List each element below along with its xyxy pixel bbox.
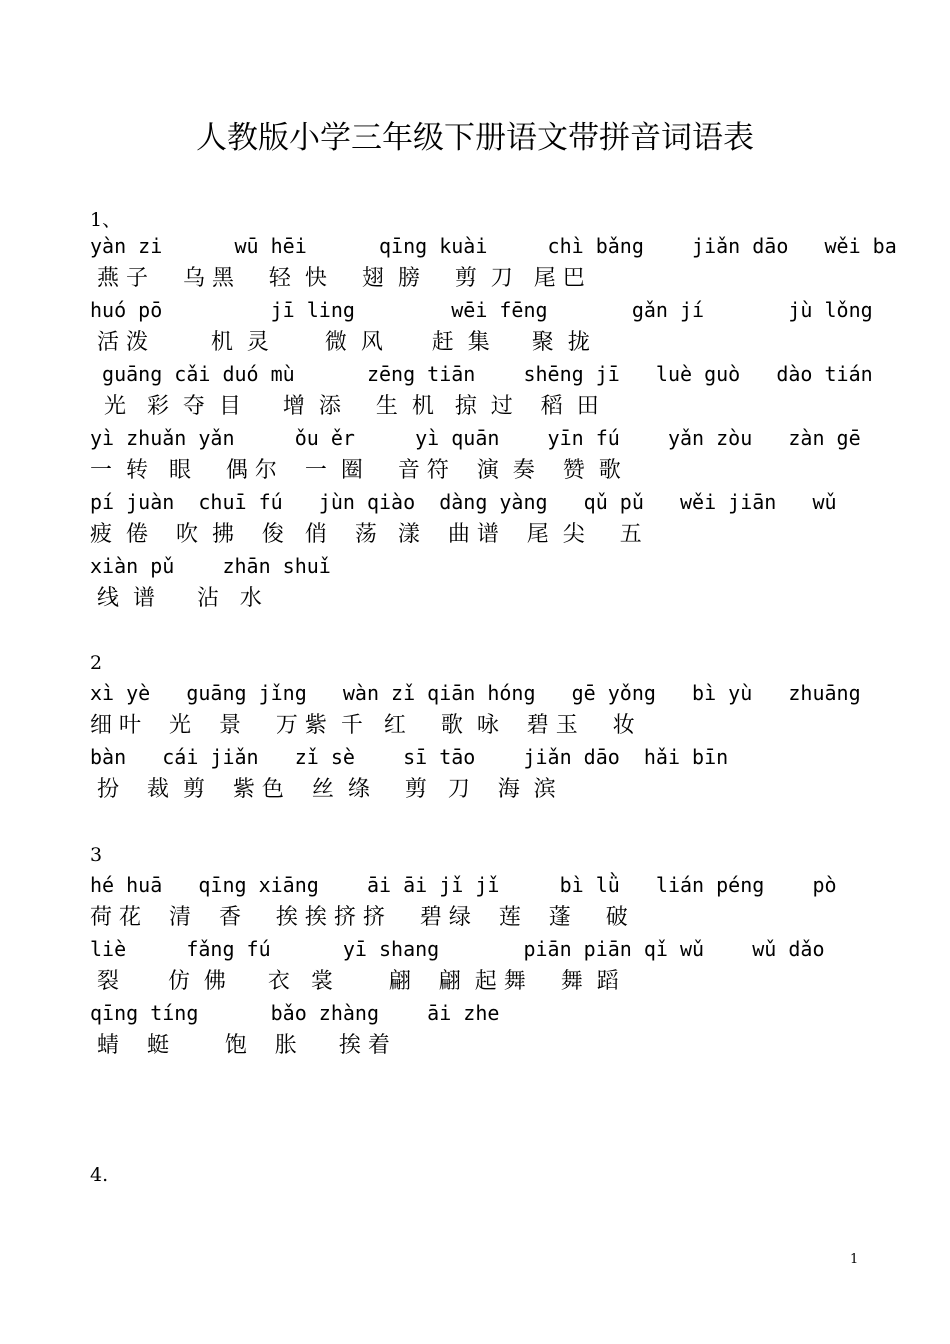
page-number: 1 [850,1252,859,1267]
section-label: 2 [90,652,103,674]
pinyin-line: xì yè guāng jǐng wàn zǐ qiān hóng gē yǒng bì yù zhuāng [90,681,861,705]
hanzi-line: 扮 裁 剪 紫 色 丝 绦 剪 刀 海 滨 [90,777,556,802]
section-label: 3 [90,844,103,866]
pinyin-line: qīng tíng bǎo zhàng āi zhe [90,1001,500,1025]
pinyin-line: guāng cǎi duó mù zēng tiān shēng jī luè guò dào tián [90,362,873,386]
pinyin-line: bàn cái jiǎn zǐ sè sī tāo jiǎn dāo hǎi bīn [90,745,729,769]
hanzi-line: 裂 仿 佛 衣 裳 翩 翩 起 舞 舞 蹈 [90,969,619,994]
pinyin-line: huó pō jī ling wēi fēng gǎn jí jù lǒng [90,298,873,322]
pinyin-line: pí juàn chuī fú jùn qiào dàng yàng qǔ pǔ wěi jiān wǔ [90,490,837,514]
section-label: 1、 [90,209,122,231]
pinyin-line: hé huā qīng xiāng āi āi jǐ jǐ bì lǜ lián péng pò [90,873,837,897]
section-label: 4. [90,1164,109,1186]
pinyin-line: xiàn pǔ zhān shuǐ [90,554,331,578]
hanzi-line: 燕 子 乌 黑 轻 快 翅 膀 剪 刀 尾 巴 [90,266,585,291]
hanzi-line: 线 谱 沾 水 [90,586,262,611]
pinyin-line: yì zhuǎn yǎn ǒu ěr yì quān yīn fú yǎn zòu zàn gē [90,426,861,450]
hanzi-line: 活 泼 机 灵 微 风 赶 集 聚 拢 [90,330,590,355]
pinyin-line: yàn zi wū hēi qīng kuài chì bǎng jiǎn dāo wěi ba [90,234,897,258]
hanzi-line: 蜻 蜓 饱 胀 挨 着 [90,1033,390,1058]
page-title: 人教版小学三年级下册语文带拼音词语表 [196,120,754,156]
hanzi-line: 一 转 眼 偶 尔 一 圈 音 符 演 奏 赞 歌 [90,458,621,483]
hanzi-line: 光 彩 夺 目 增 添 生 机 掠 过 稻 田 [90,394,599,419]
pinyin-line: liè fǎng fú yī shang piān piān qǐ wǔ wǔ dǎo [90,937,825,961]
hanzi-line: 细 叶 光 景 万 紫 千 红 歌 咏 碧 玉 妆 [90,713,635,738]
hanzi-line: 疲 倦 吹 拂 俊 俏 荡 漾 曲 谱 尾 尖 五 [90,522,642,547]
hanzi-line: 荷 花 清 香 挨 挨 挤 挤 碧 绿 莲 蓬 破 [90,905,628,930]
